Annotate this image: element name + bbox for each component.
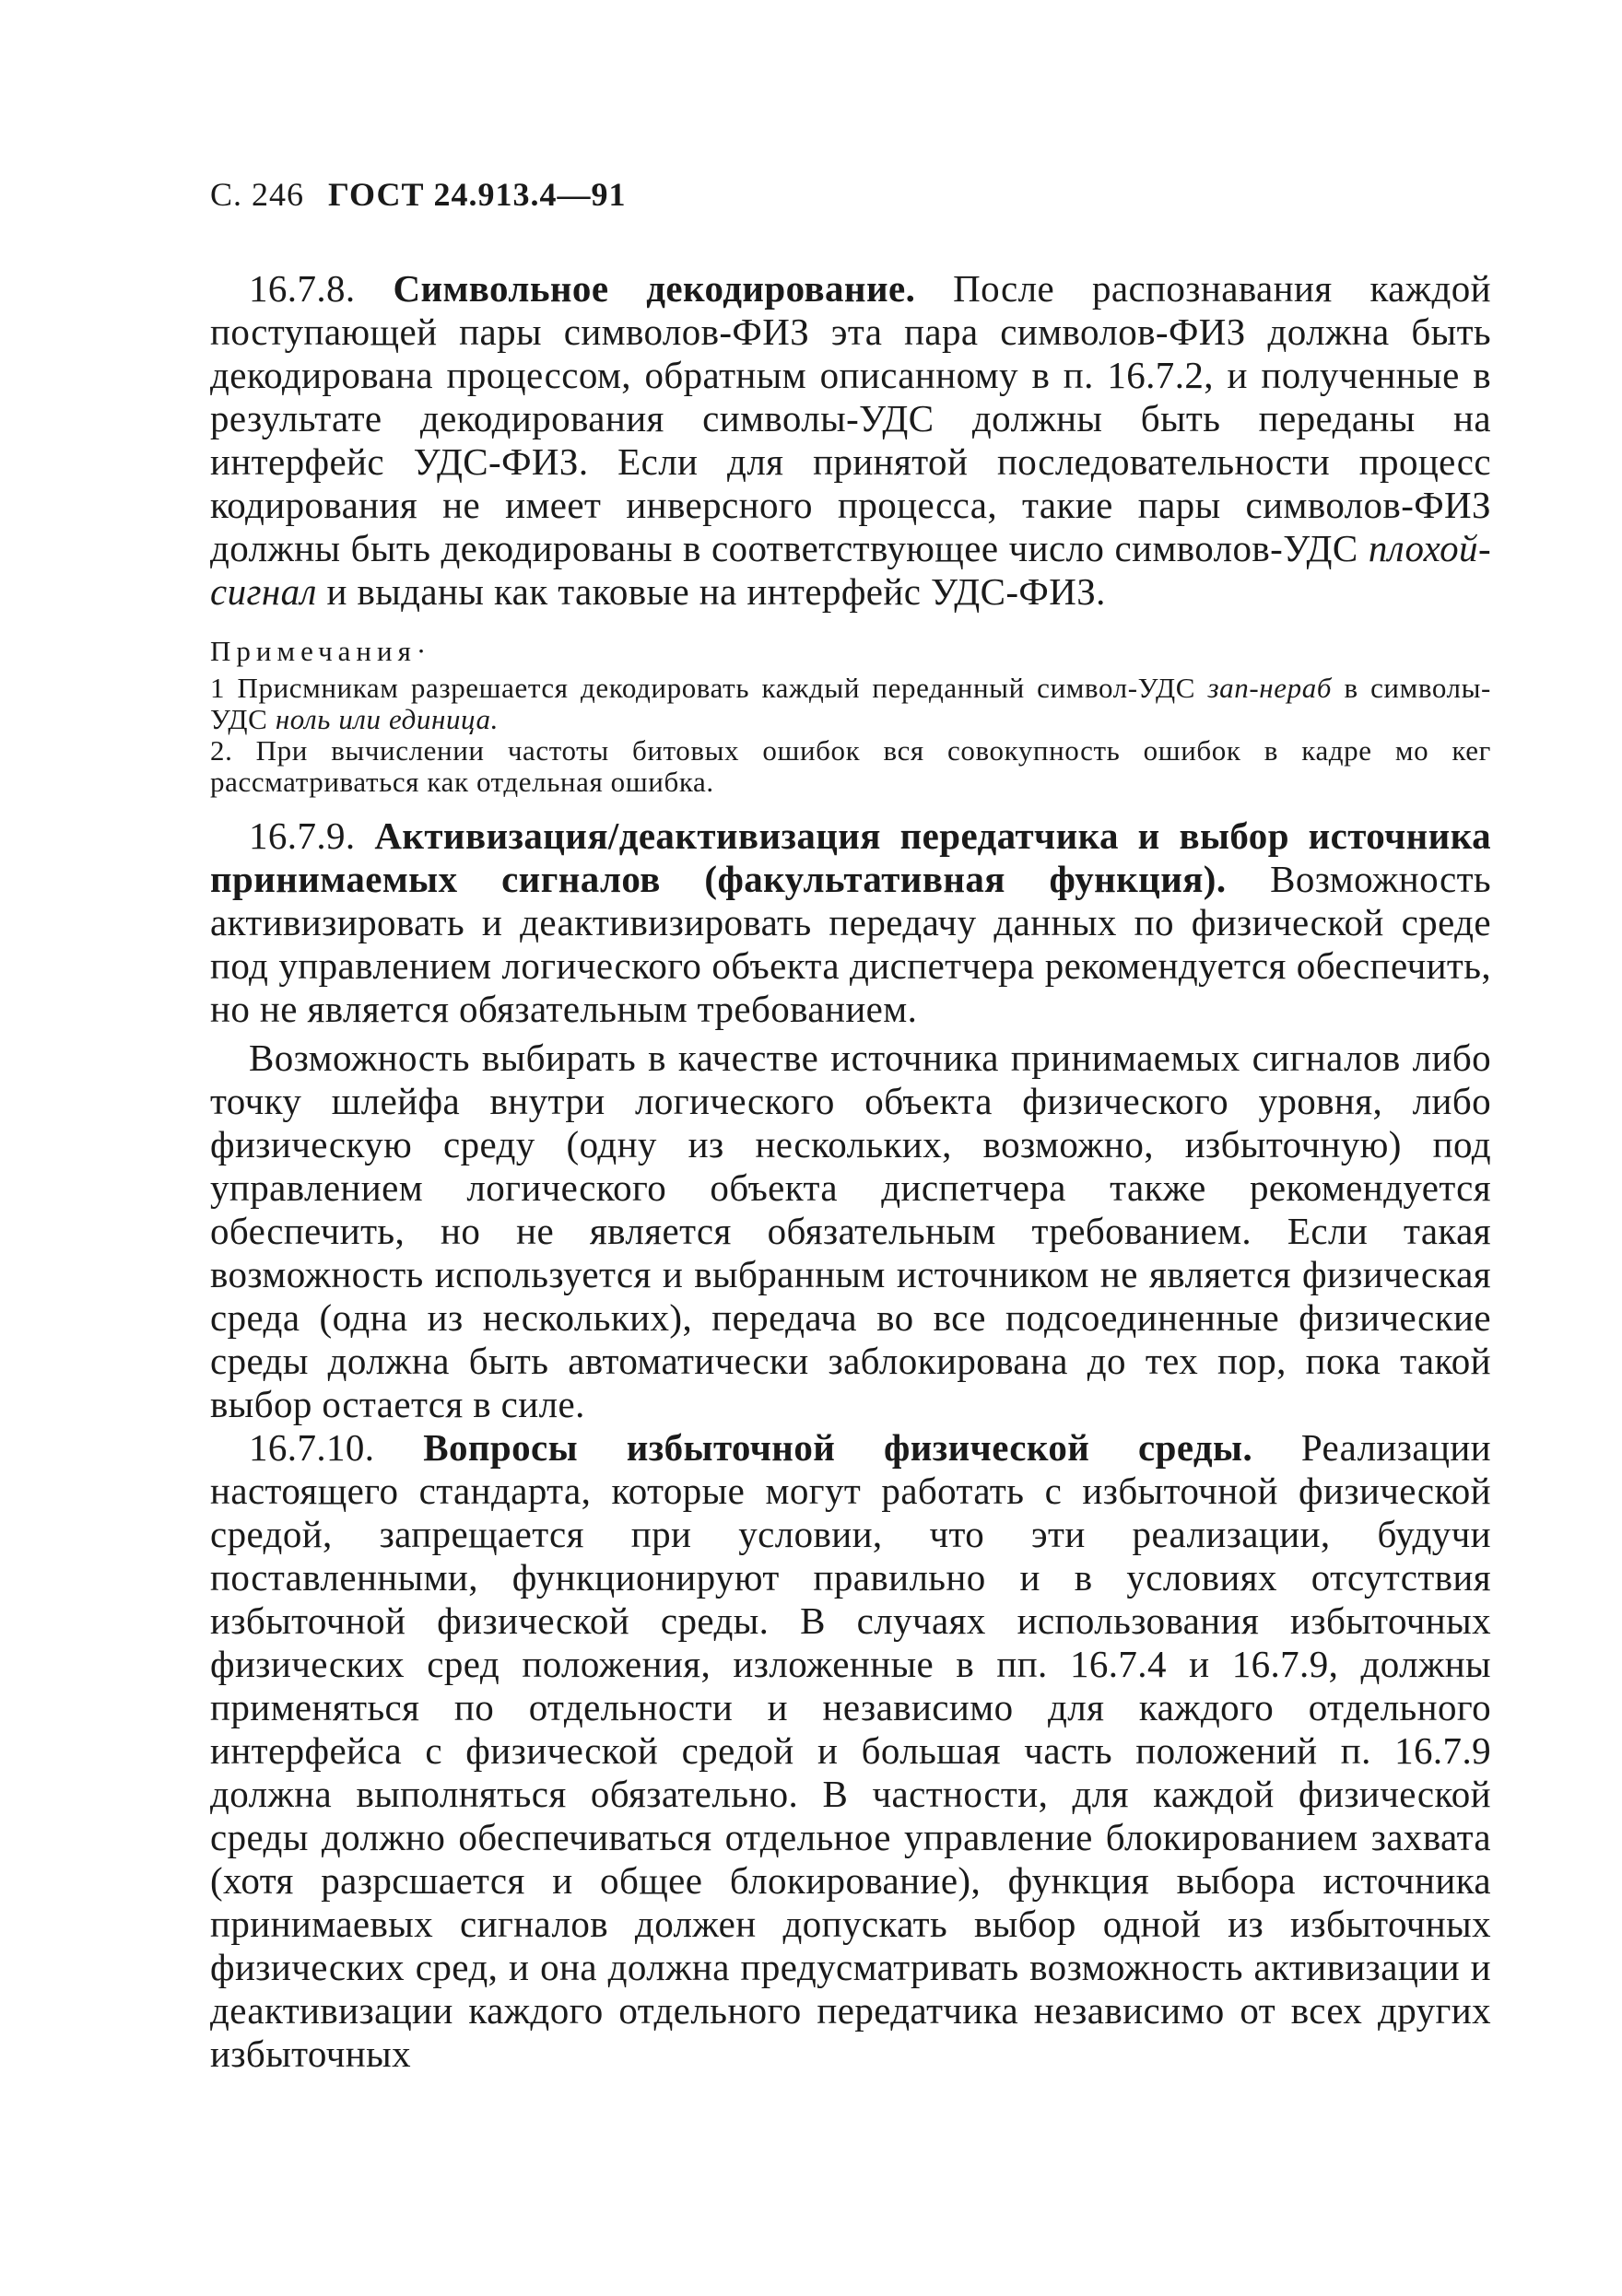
note-1-term-c: единица. — [389, 703, 499, 735]
note-1-conj: или — [338, 703, 382, 735]
page-number: С. 246 — [210, 176, 305, 213]
note-2: 2. При вычислении частоты битовых ошибок вся совокупность ошибок в кадре мо кег рассматриваться как отдельная ошибка. — [210, 734, 1491, 798]
section-text: Реализации настоящего стандарта, которые могут работать с избыточной физической средой, запрещается при условии, что эти реализации, будучи поставленными, функционируют правильно и в условиях отсутствия избыточной физической среды. В случаях использования избыточных физических сред положения, изложенные в пп. 16.7.4 и 16.7.9, должны применяться по отдельности и независимо для каждого отдельного интерфейса с физической средой и большая часть положений п. 16.7.9 должна выполняться обязательно. В частности, для каждой физической среды должно обеспечиваться отдельное управление блокированием захвата (хотя разрсшается и общее блокирование), функция выбора источника принимаевых сигналов должен допускать выбор одной из избыточных физических сред, и она должна предусматривать возможность активизации и деактивизации каждого отдельного передатчика независимо от всех других избыточных — [210, 1426, 1491, 2075]
note-1-lead: 1 Присмникам разрешается декодировать каждый переданный символ-УДС — [210, 672, 1196, 704]
standard-code: ГОСТ 24.913.4—91 — [328, 176, 627, 213]
section-title: Символьное декодирование. — [393, 267, 916, 310]
document-page — [210, 175, 1491, 2076]
page-header — [210, 175, 1491, 214]
section-title: Вопросы избыточной физической среды. — [423, 1426, 1253, 1469]
section-16-7-9-paragraph-2: Возможность выбирать в качестве источника принимаемых сигналов либо точку шлейфа внутри логического объекта физического уровня, либо физическую среду (одну из нескольких, возможно, избыточную) под управлением логического объекта диспетчера также рекомендуется обеспечить, но не является обязательным требованием. Если такая возможность используется и выбранным источником не является физическая среда (одна из нескольких), передача во все подсоединенные физические среды должна быть автоматически заблокирована до тех пор, пока такой выбор остается в силе. — [210, 1037, 1491, 1425]
section-text: После распознавания каждой поступающей пары символов-ФИЗ эта пара символов-ФИЗ должна быть декодирована процессом, обратным описанному в п. 16.7.2, и полученные в результате декодирования символы-УДС должны быть переданы на интерфейс УДС-ФИЗ. Если для принятой последовательности процесс кодирования не имеет инверсного процесса, такие пары символов-ФИЗ должны быть декодированы в соответствующее число символов-УДС — [210, 267, 1491, 569]
section-16-7-10 — [210, 1426, 1491, 2076]
section-16-7-8 — [210, 267, 1491, 614]
section-number: 16.7.10. — [249, 1426, 375, 1469]
note-1-term-a: зап-нераб — [1207, 672, 1333, 704]
note-1-mid: в символы-УДС — [210, 672, 1491, 735]
italic-term: плохой-сигнал — [210, 527, 1492, 613]
section-number: 16.7.8. — [249, 267, 356, 310]
notes-title: Примечания· — [210, 635, 432, 667]
section-16-7-9 — [210, 814, 1491, 1031]
section-text-end: и выданы как таковые на интерфейс УДС-ФИЗ. — [326, 570, 1106, 613]
section-text: Возможность активизировать и деактивизировать передачу данных по физической среде под управлением логического объекта диспетчера рекомендуется обеспечить, но не является обязательным требованием. — [210, 858, 1491, 1030]
note-1 — [210, 673, 1491, 735]
section-number: 16.7.9. — [249, 814, 356, 857]
notes-block — [210, 636, 1491, 798]
section-title: Активизация/деактивизация передатчика и выбор источника принимаемых сигналов (факультативная функция). — [210, 814, 1491, 900]
note-1-term-b: ноль — [275, 703, 331, 735]
